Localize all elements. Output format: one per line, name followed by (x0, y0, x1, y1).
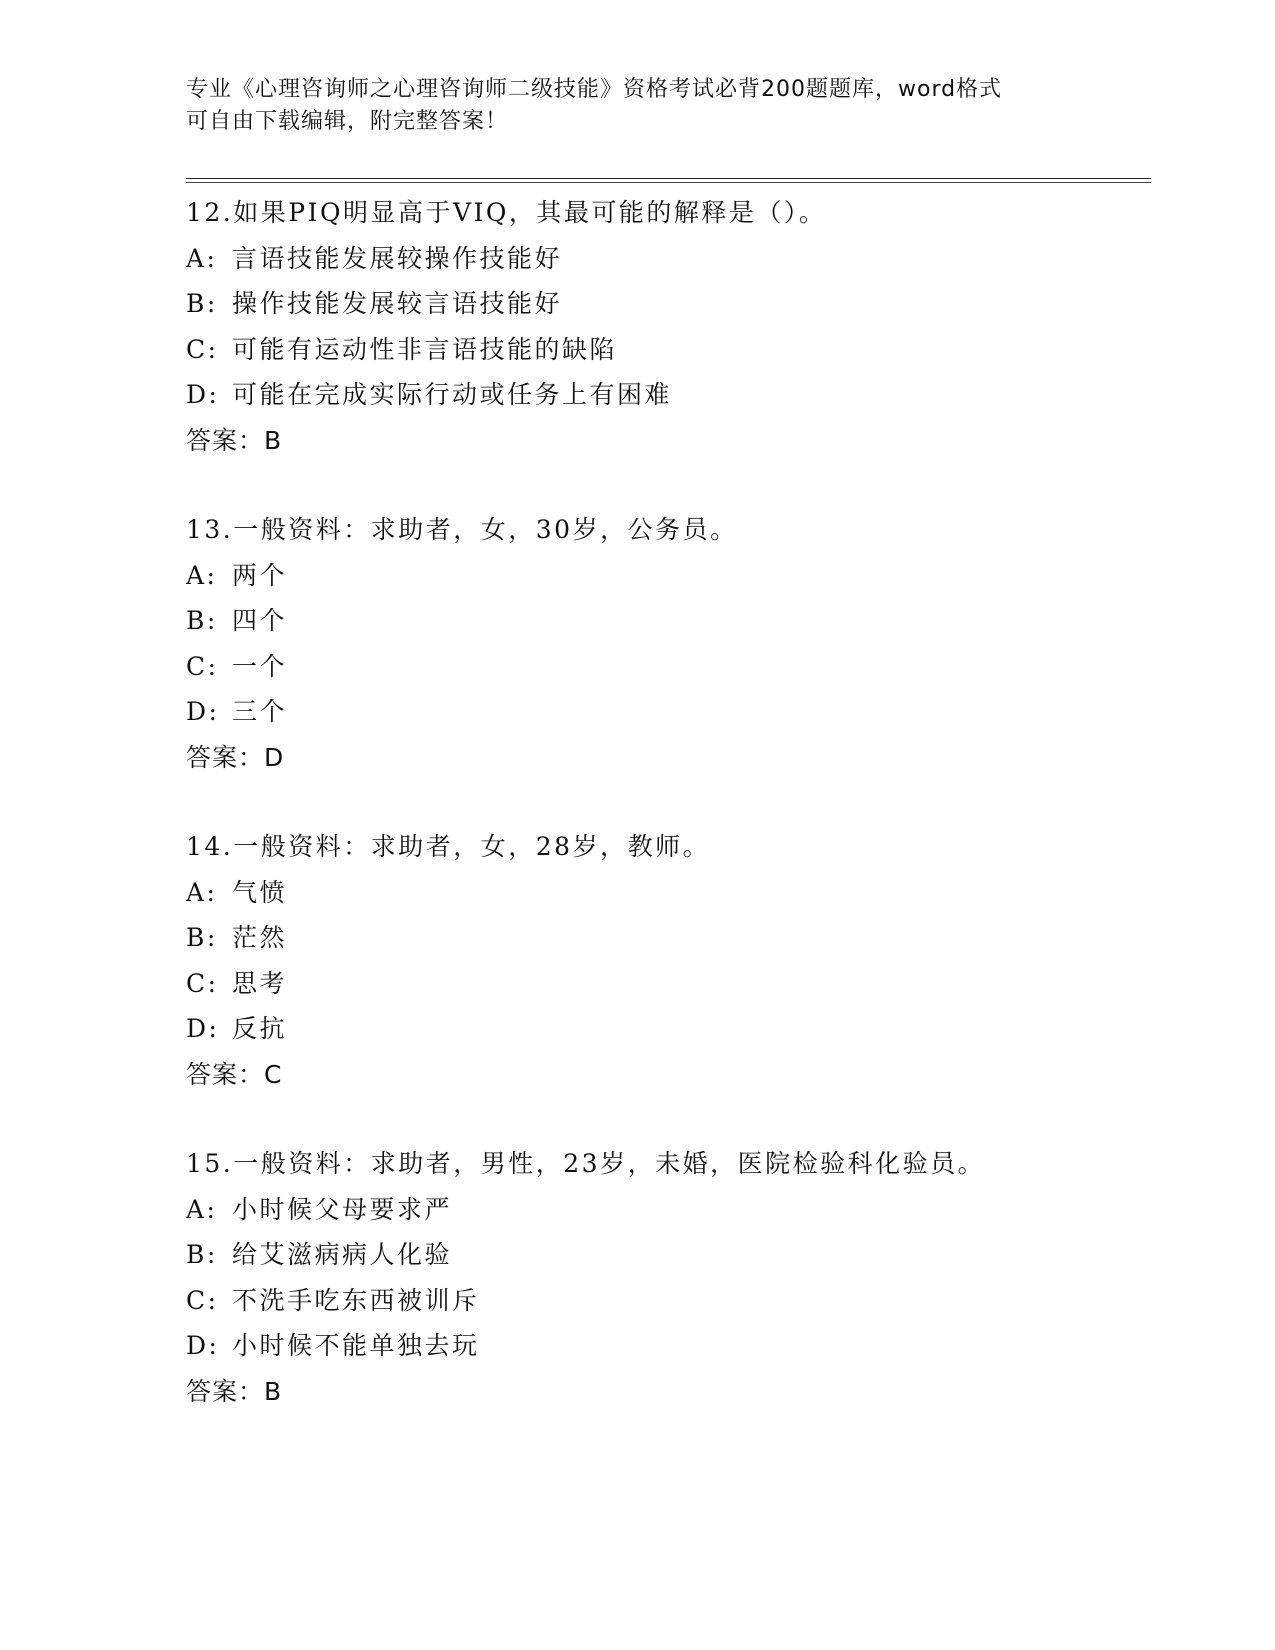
option-text: 不洗手吃东西被训斥 (232, 1285, 480, 1315)
option-letter: A: (186, 877, 218, 907)
document-header (186, 74, 1066, 138)
option-letter: C: (186, 334, 219, 364)
option-text: 操作技能发展较言语技能好 (232, 289, 563, 318)
option-d (186, 689, 1151, 735)
option-letter: D: (186, 1331, 220, 1360)
option-letter: D: (186, 697, 220, 726)
option-text: 气愤 (232, 877, 288, 907)
question-list (186, 190, 1151, 1458)
option-text: 反抗 (232, 1014, 288, 1043)
question-12 (186, 190, 1151, 463)
option-letter: B: (186, 606, 218, 635)
answer: 答案：B (186, 425, 283, 455)
option-text: 两个 (232, 560, 288, 590)
option-a (186, 553, 1151, 599)
option-text: 可能有运动性非言语技能的缺陷 (232, 334, 618, 364)
answer: 答案：B (186, 1376, 283, 1406)
option-text: 一个 (232, 651, 288, 681)
header-divider (186, 178, 1151, 179)
option-b (186, 598, 1151, 644)
option-d (186, 1323, 1151, 1369)
option-a (186, 236, 1151, 282)
option-letter: B: (186, 289, 218, 318)
option-text: 言语技能发展较操作技能好 (232, 243, 563, 273)
question-13 (186, 507, 1151, 780)
option-text: 给艾滋病病人化验 (232, 1240, 453, 1269)
option-letter: B: (186, 923, 218, 952)
header-divider-secondary (186, 182, 1151, 183)
option-b (186, 915, 1151, 961)
option-a (186, 870, 1151, 916)
answer: 答案：D (186, 742, 285, 772)
option-b (186, 281, 1151, 327)
option-letter: A: (186, 1194, 218, 1224)
option-text: 可能在完成实际行动或任务上有困难 (232, 380, 673, 409)
option-c (186, 327, 1151, 373)
option-letter: D: (186, 1014, 220, 1043)
question-14 (186, 824, 1151, 1097)
question-stem: 12.如果PIQ明显高于VIQ，其最可能的解释是（）。 (186, 198, 827, 227)
option-text: 小时候父母要求严 (232, 1194, 453, 1224)
option-c (186, 1278, 1151, 1324)
option-letter: B: (186, 1240, 218, 1269)
option-c (186, 961, 1151, 1007)
option-a (186, 1187, 1151, 1233)
option-text: 三个 (232, 697, 288, 726)
question-stem: 13.一般资料：求助者，女，30岁，公务员。 (186, 515, 738, 544)
answer: 答案：C (186, 1059, 283, 1089)
option-letter: C: (186, 1285, 219, 1315)
option-letter: D: (186, 380, 220, 409)
option-text: 四个 (232, 606, 288, 635)
option-b (186, 1232, 1151, 1278)
option-letter: C: (186, 968, 219, 998)
option-d (186, 372, 1151, 418)
question-stem: 15.一般资料：求助者，男性，23岁，未婚，医院检验科化验员。 (186, 1149, 986, 1178)
header-line-1: 专业《心理咨询师之心理咨询师二级技能》资格考试必背200题题库，word格式 (186, 77, 1003, 102)
option-text: 茫然 (232, 923, 288, 952)
question-15 (186, 1141, 1151, 1414)
option-text: 思考 (232, 968, 288, 998)
option-letter: C: (186, 651, 219, 681)
option-d (186, 1006, 1151, 1052)
option-c (186, 644, 1151, 690)
option-letter: A: (186, 243, 218, 273)
option-text: 小时候不能单独去玩 (232, 1331, 480, 1360)
header-line-2: 可自由下载编辑，附完整答案！ (186, 109, 509, 134)
question-stem: 14.一般资料：求助者，女，28岁，教师。 (186, 832, 711, 861)
option-letter: A: (186, 560, 218, 590)
